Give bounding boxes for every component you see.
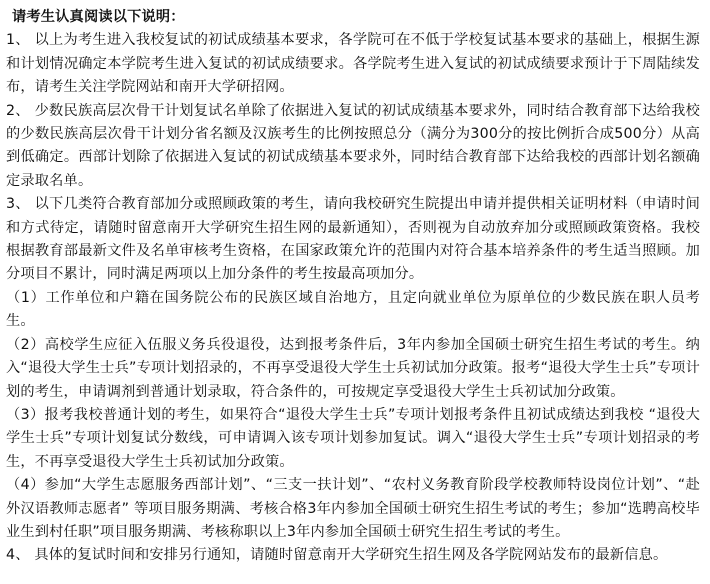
notice-subitem-2: （2）高校学生应征入伍服义务兵役退役，达到报考条件后，3年内参加全国硕士研究生招生考试的考生。纳入“退役大学生士兵”专项计划招录的，不再享受退役大学生士兵初试加分政策。报考“退役大学生士兵”专项计划的考生，申请调剂到普通计划录取，符合条件的，可按规定享受退役大学生士兵初试加分政策。	[6, 336, 700, 400]
notice-subitem-3: （3）报考我校普通计划的考生，如果符合“退役大学生士兵”专项计划报考条件且初试成绩达到我校 “退役大学生士兵”专项计划复试分数线，可申请调入该专项计划参加复试。调入“退役大学生士兵”专项计划招录的考生，不再享受退役大学生士兵初试加分政策。	[6, 406, 700, 470]
notice-item-1: 1、 以上为考生进入我校复试的初试成绩基本要求，各学院可在不低于学校复试基本要求的基础上，根据生源和计划情况确定本学院考生进入复试的初试成绩要求。各学院考生进入复试的初试成绩要求预计于下周陆续发布，请考生关注学院网站和南开大学研招网。	[6, 32, 700, 96]
notice-document	[6, 6, 700, 568]
notice-item-4: 4、 具体的复试时间和安排另行通知，请随时留意南开大学研究生招生网及各学院网站发布的最新信息。	[6, 547, 668, 564]
notice-item-3: 3、 以下几类符合教育部加分或照顾政策的考生，请向我校研究生院提出申请并提供相关证明材料（申请时间和方式待定，请随时留意南开大学研究生招生网的最新通知），否则视为自动放弃加分或照顾政策资格。我校根据教育部最新文件及名单审核考生资格，在国家政策允许的范围内对符合基本培养条件的考生适当照顾。加分项目不累计，同时满足两项以上加分条件的考生按最高项加分。	[6, 196, 700, 283]
notice-title: 请考生认真阅读以下说明：	[12, 9, 185, 25]
notice-subitem-4: （4）参加“大学生志愿服务西部计划”、“三支一扶计划”、“农村义务教育阶段学校教师特设岗位计划”、“赴外汉语教师志愿者” 等项目服务期满、考核合格3年内参加全国硕士研究生招生考试的考生；参加“选聘高校毕业生到村任职”项目服务期满、考核称职以上3年内参加全国硕士研究生招生考试的考生。	[6, 477, 700, 540]
notice-subitem-1: （1）工作单位和户籍在国务院公布的民族区域自治地方，且定向就业单位为原单位的少数民族在职人员考生。	[6, 289, 700, 330]
notice-item-2: 2、 少数民族高层次骨干计划复试名单除了依据进入复试的初试成绩基本要求外，同时结合教育部下达给我校的少数民族高层次骨干计划分省名额及汉族考生的比例按照总分（满分为300分的按比例折合成500分）从高到低确定。西部计划除了依据进入复试的初试成绩基本要求外，同时结合教育部下达给我校的西部计划名额确定录取名单。	[6, 102, 700, 189]
